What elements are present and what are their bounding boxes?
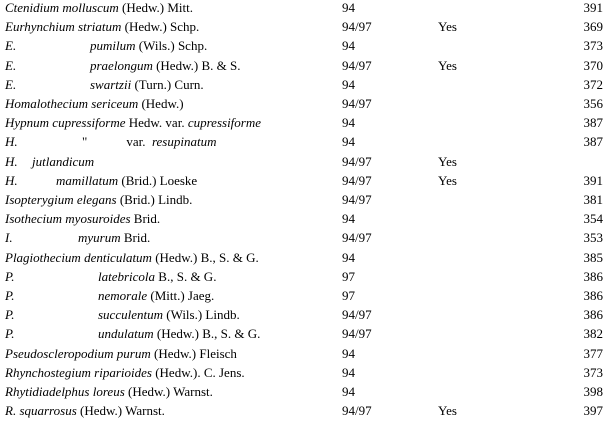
species-epithet xyxy=(78,230,150,246)
genus-abbreviation: E. xyxy=(5,76,17,92)
page-number-cell: 386 xyxy=(583,307,603,323)
table-row xyxy=(0,365,615,384)
genus-abbreviation: E. xyxy=(5,57,17,73)
taxon-name-italic: praelongum xyxy=(90,57,153,73)
table-row xyxy=(0,403,615,422)
table-row xyxy=(0,115,615,134)
page-number-cell: 387 xyxy=(583,115,603,131)
genus-abbreviation: P. xyxy=(5,307,15,323)
genus-abbreviation: E. xyxy=(5,38,17,54)
species-name xyxy=(5,19,199,35)
years-cell: 97 xyxy=(342,268,355,284)
species-epithet xyxy=(82,134,216,150)
taxon-authority: Hedw. var. xyxy=(125,115,188,131)
taxon-authority: B., S. & G. xyxy=(155,268,217,284)
taxon-name-italic: Plagiothecium denticulatum xyxy=(5,249,152,265)
years-cell: 94 xyxy=(342,0,355,15)
page-number-cell: 369 xyxy=(583,19,603,35)
page-number-cell: 372 xyxy=(583,76,603,92)
page-number-cell: 381 xyxy=(583,192,603,207)
taxon-authority: (Hedw.) Mitt. xyxy=(118,0,194,15)
species-epithet xyxy=(98,326,260,342)
years-cell: 94 xyxy=(342,134,355,150)
page-number-cell: 382 xyxy=(583,326,603,342)
years-cell: 94 xyxy=(342,364,355,380)
taxon-authority: (Turn.) Curn. xyxy=(131,76,204,92)
taxon-authority: Brid. xyxy=(120,230,151,246)
species-name xyxy=(5,365,245,381)
years-cell: 94 xyxy=(342,345,355,361)
taxon-authority: (Hedw.) B., S. & G. xyxy=(151,249,259,265)
taxon-name-italic: pumilum xyxy=(90,38,136,54)
table-row xyxy=(0,230,615,249)
years-cell: 94/97 xyxy=(342,192,372,207)
taxon-name-italic: Pseudoscleropodium purum xyxy=(5,345,151,361)
years-cell: 94 xyxy=(342,76,355,92)
species-epithet xyxy=(56,173,197,189)
taxon-name-italic: Rhynchostegium riparioides xyxy=(5,364,152,380)
species-name xyxy=(5,96,184,112)
taxon-authority: (Wils.) Lindb. xyxy=(162,307,240,323)
taxon-name-italic: jutlandicum xyxy=(32,153,95,169)
taxon-name-italic: myurum xyxy=(78,230,121,246)
genus-abbreviation: H. xyxy=(5,172,18,188)
species-name xyxy=(5,192,192,208)
species-epithet xyxy=(90,38,207,54)
page-number-cell: 373 xyxy=(583,38,603,54)
taxon-authority: (Hedw.) Fleisch xyxy=(150,345,237,361)
table-row xyxy=(0,250,615,269)
taxon-name-italic: Eurhynchium striatum xyxy=(5,19,122,35)
taxon-name-italic: succulentum xyxy=(98,307,163,323)
page-number-cell: 356 xyxy=(583,96,603,111)
species-epithet xyxy=(32,154,94,170)
page-number-cell: 387 xyxy=(583,134,603,150)
taxon-name-italic: Isopterygium elegans xyxy=(5,192,117,207)
species-name xyxy=(5,0,193,16)
page-number-cell: 386 xyxy=(583,268,603,284)
taxon-name-italic: nemorale xyxy=(98,288,148,303)
taxon-name-italic: mamillatum xyxy=(56,172,119,188)
genus-abbreviation: H. xyxy=(5,153,18,169)
genus-abbreviation: P. xyxy=(5,288,15,303)
page-number-cell: 391 xyxy=(583,172,603,188)
taxon-authority: (Brid.) Loeske xyxy=(118,172,198,188)
page-number-cell: 354 xyxy=(583,211,603,227)
taxon-name-italic: cupressiforme xyxy=(187,115,262,131)
table-row xyxy=(0,96,615,115)
years-cell: 94/97 xyxy=(342,19,372,35)
yes-cell: Yes xyxy=(438,19,457,35)
years-cell: 94/97 xyxy=(342,230,372,246)
taxon-authority: " xyxy=(82,134,88,150)
years-cell: 94/97 xyxy=(342,153,372,169)
taxon-authority: Brid. xyxy=(130,211,161,227)
taxon-authority: (Hedw.). C. Jens. xyxy=(151,364,245,380)
table-row xyxy=(0,0,615,19)
table-row xyxy=(0,38,615,57)
table-row xyxy=(0,58,615,77)
taxon-authority: (Brid.) Lindb. xyxy=(116,192,193,207)
years-cell: 94/97 xyxy=(342,326,372,342)
taxon-authority: (Wils.) Schp. xyxy=(135,38,208,54)
table-row xyxy=(0,154,615,173)
table-row xyxy=(0,134,615,153)
years-cell: 94/97 xyxy=(342,307,372,323)
table-row xyxy=(0,307,615,326)
taxon-name-italic: undulatum xyxy=(98,326,154,342)
taxon-authority: (Hedw.) Schp. xyxy=(121,19,200,35)
species-name xyxy=(5,403,165,419)
page-number-cell: 386 xyxy=(583,288,603,303)
taxon-name-italic: Isothecium myosuroides xyxy=(5,211,131,227)
taxon-name-italic: Homalothecium sericeum xyxy=(5,96,139,111)
yes-cell: Yes xyxy=(438,403,457,419)
taxon-authority: (Hedw.) B., S. & G. xyxy=(153,326,261,342)
species-name xyxy=(5,211,160,227)
taxon-authority: (Hedw.) B. & S. xyxy=(152,57,241,73)
species-epithet xyxy=(90,77,204,93)
page-number-cell: 385 xyxy=(583,249,603,265)
taxon-authority: (Hedw.) Warnst. xyxy=(124,384,213,399)
table-row xyxy=(0,326,615,345)
years-cell: 94/97 xyxy=(342,172,372,188)
page-number-cell: 397 xyxy=(583,403,603,419)
years-cell: 94/97 xyxy=(342,96,372,111)
taxon-name-italic: resupinatum xyxy=(151,134,217,150)
taxon-authority: (Mitt.) Jaeg. xyxy=(147,288,215,303)
years-cell: 94/97 xyxy=(342,57,372,73)
table-row xyxy=(0,384,615,403)
yes-cell: Yes xyxy=(438,172,457,188)
page-number-cell: 398 xyxy=(583,384,603,399)
taxon-authority: var. xyxy=(87,134,152,150)
species-name xyxy=(5,250,259,266)
table-row xyxy=(0,173,615,192)
years-cell: 97 xyxy=(342,288,355,303)
years-cell: 94 xyxy=(342,38,355,54)
species-epithet xyxy=(90,58,240,74)
genus-abbreviation: P. xyxy=(5,268,15,284)
years-cell: 94 xyxy=(342,211,355,227)
taxon-name-italic: Ctenidium molluscum xyxy=(5,0,119,15)
page-number-cell: 370 xyxy=(583,57,603,73)
genus-abbreviation: P. xyxy=(5,326,15,342)
table-row xyxy=(0,346,615,365)
species-name xyxy=(5,384,213,400)
species-name xyxy=(5,115,261,131)
taxon-name-italic: Hypnum cupressiforme xyxy=(5,115,126,131)
table-row xyxy=(0,192,615,211)
page-number-cell: 377 xyxy=(583,345,603,361)
species-epithet xyxy=(98,288,214,304)
years-cell: 94 xyxy=(342,384,355,399)
taxon-name-italic: R. squarrosus xyxy=(5,403,77,419)
genus-abbreviation: I. xyxy=(5,230,13,246)
years-cell: 94/97 xyxy=(342,403,372,419)
table-row xyxy=(0,269,615,288)
years-cell: 94 xyxy=(342,249,355,265)
page-number-cell: 373 xyxy=(583,364,603,380)
taxon-authority: (Hedw.) Warnst. xyxy=(76,403,165,419)
table-row xyxy=(0,288,615,307)
species-name xyxy=(5,346,237,362)
species-epithet xyxy=(98,307,240,323)
taxon-name-italic: swartzii xyxy=(90,76,132,92)
species-epithet xyxy=(98,269,216,285)
table-row xyxy=(0,77,615,96)
taxon-name-italic: latebricola xyxy=(98,268,156,284)
yes-cell: Yes xyxy=(438,153,457,169)
taxon-authority: (Hedw.) xyxy=(138,96,184,111)
table-row xyxy=(0,211,615,230)
table-row xyxy=(0,19,615,38)
genus-abbreviation: H. xyxy=(5,134,18,150)
page-number-cell: 391 xyxy=(583,0,603,15)
years-cell: 94 xyxy=(342,115,355,131)
yes-cell: Yes xyxy=(438,57,457,73)
page-number-cell: 353 xyxy=(583,230,603,246)
taxon-name-italic: Rhytidiadelphus loreus xyxy=(5,384,125,399)
